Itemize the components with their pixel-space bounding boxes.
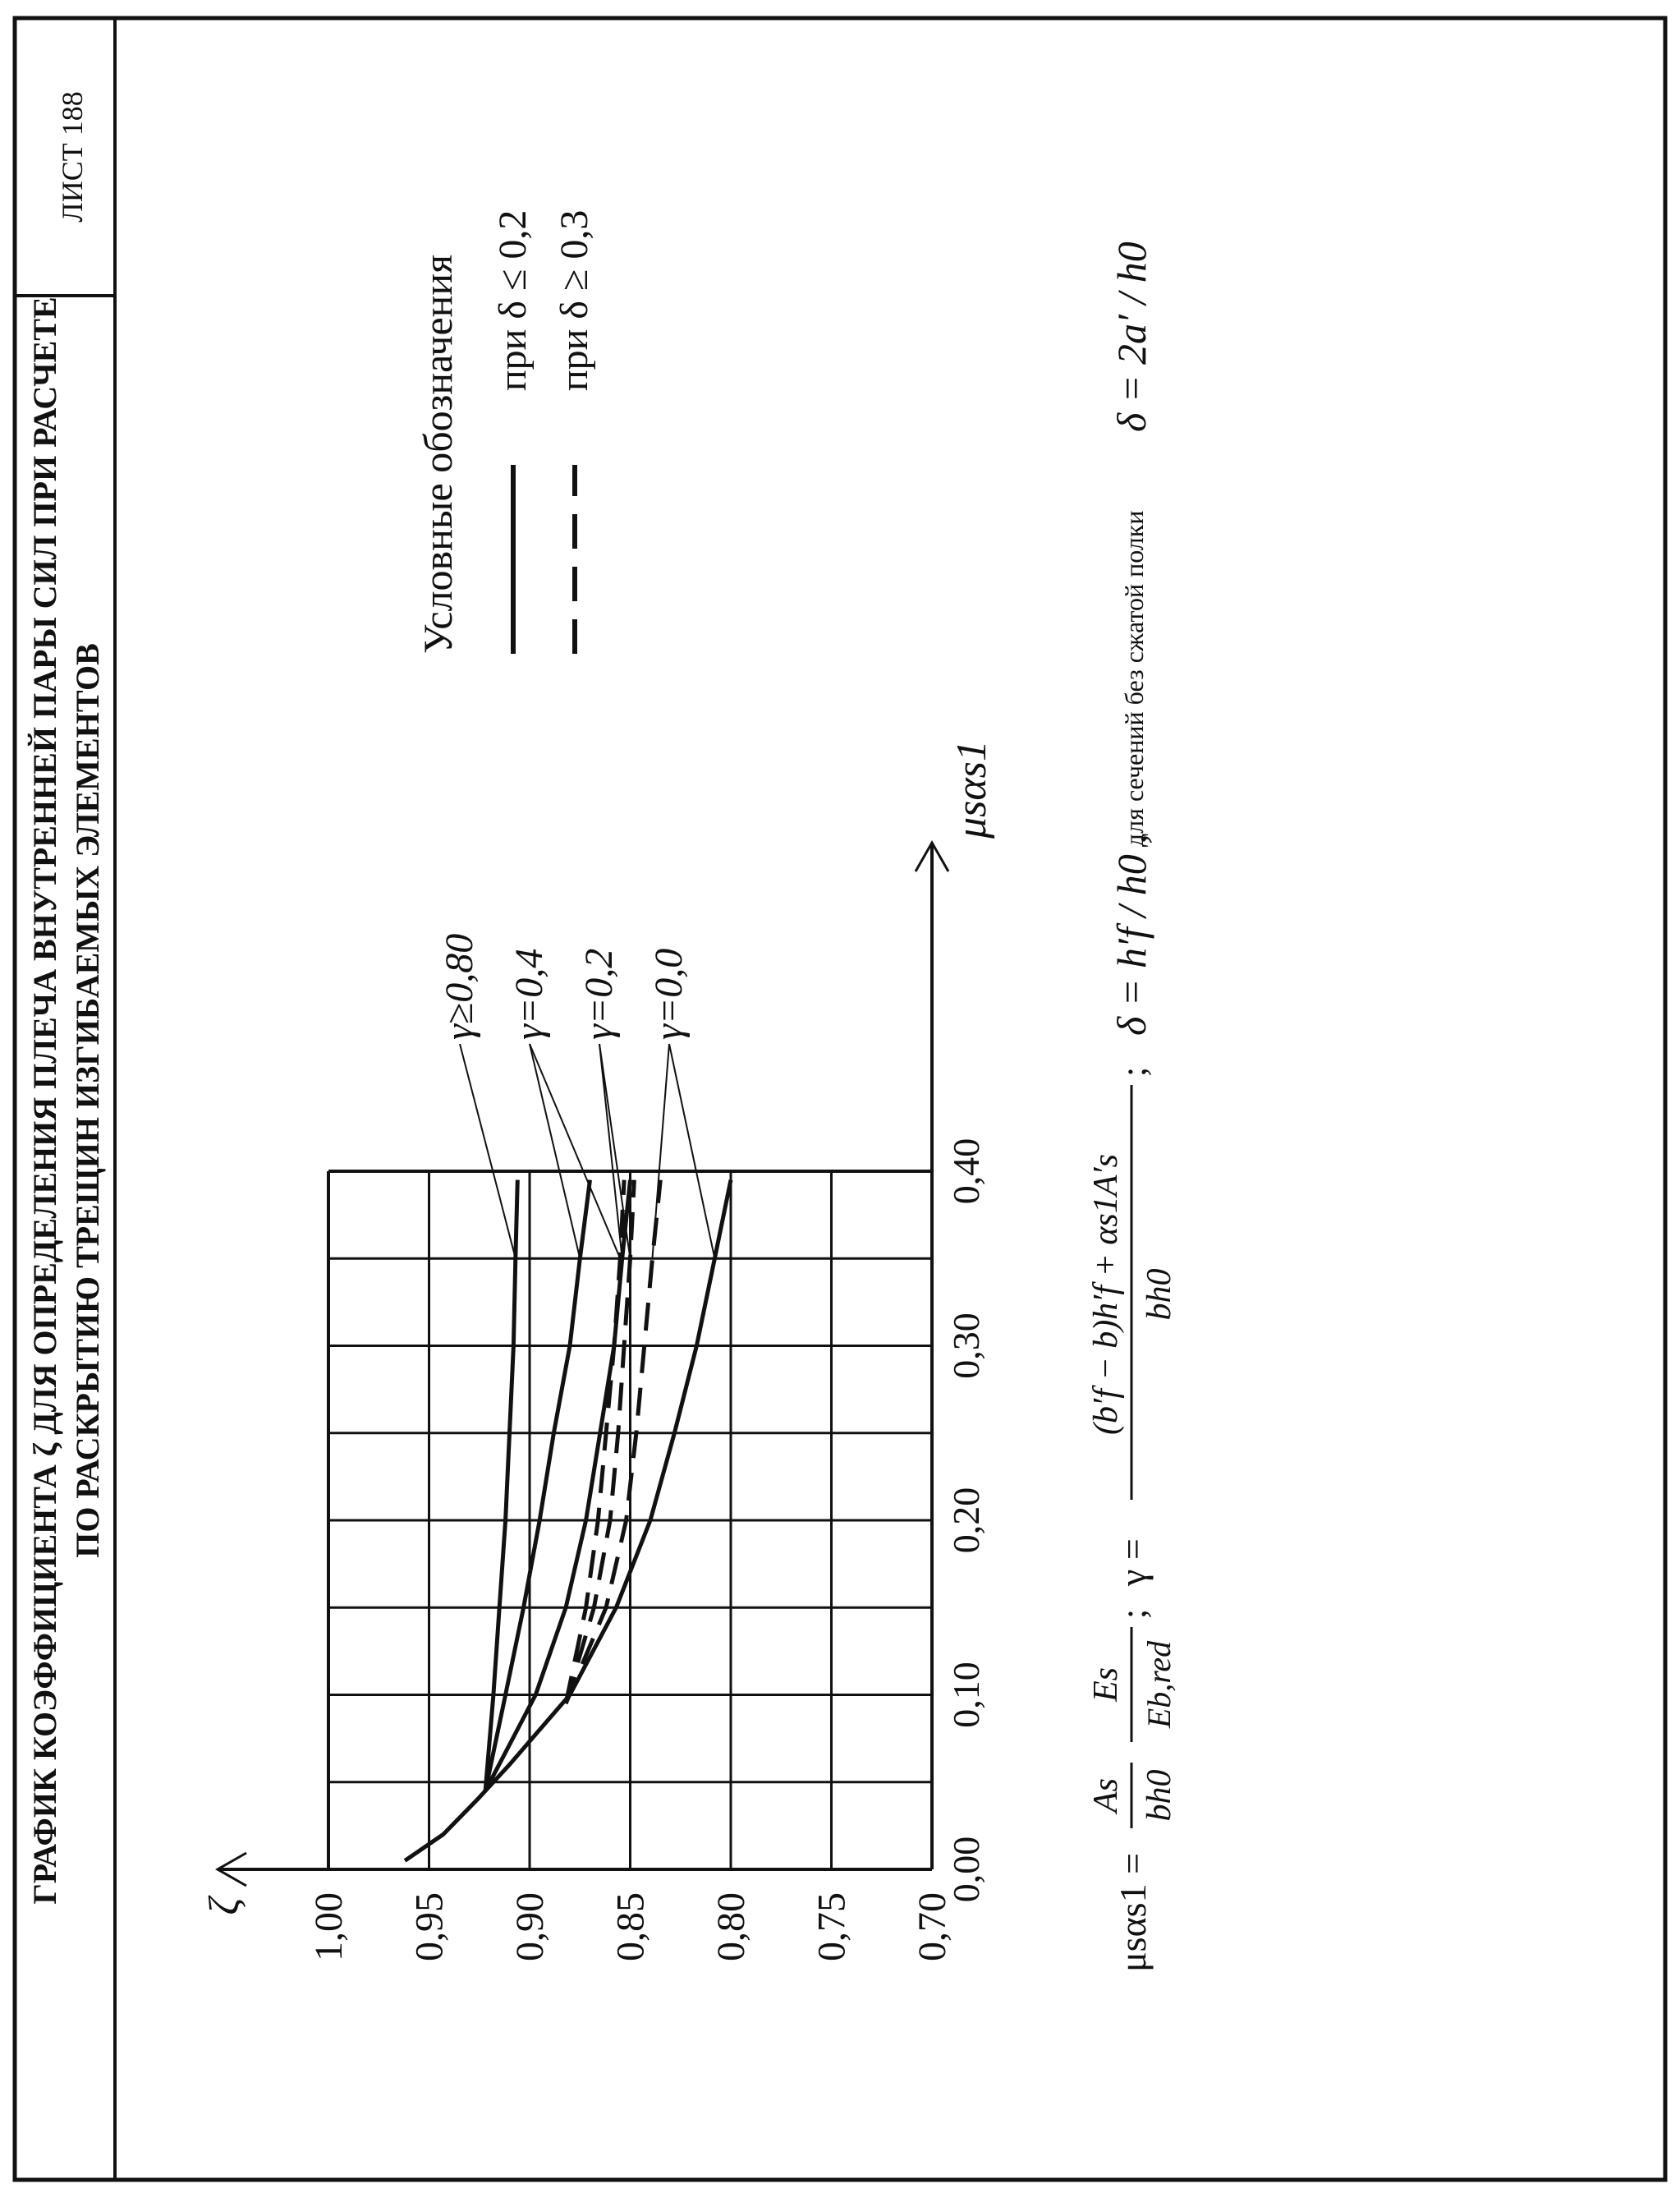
curve-label: γ≥0,80 xyxy=(438,933,481,1040)
y-tick-label: 1,00 xyxy=(307,1892,351,1961)
x-tick-label: 0,10 xyxy=(945,1662,987,1728)
y-tick-labels xyxy=(307,1892,954,1961)
x-tick-label: 0,30 xyxy=(945,1312,987,1379)
title-line-2: ПО РАСКРЫТИЮ ТРЕЩИН ИЗГИБАЕМЫХ ЭЛЕМЕНТОВ xyxy=(69,643,106,1558)
gamma-separator: ; xyxy=(1113,1066,1154,1077)
curve--0-80-0-2 xyxy=(485,1180,517,1791)
y-tick-label: 0,95 xyxy=(407,1892,452,1961)
mu-frac1-num: As xyxy=(1087,1778,1125,1813)
mu-frac2-num: Es xyxy=(1087,1667,1125,1702)
curve-label-leader xyxy=(599,1044,622,1258)
curve-label: γ=0,4 xyxy=(507,948,551,1040)
delta-noflange: δ = 2a′ / h0 xyxy=(1109,241,1154,432)
outer-border xyxy=(15,18,1665,2180)
mu-separator: ; xyxy=(1113,1608,1154,1619)
gamma-lhs: γ = xyxy=(1112,1538,1154,1586)
y-axis-label: ζ xyxy=(201,1897,248,1915)
curve-label-leader xyxy=(652,1044,669,1258)
delta-flange: δ = h′f / h0 , xyxy=(1109,834,1154,1036)
title-line-1: ГРАФИК КОЭФФИЦИЕНТА ζ ДЛЯ ОПРЕДЕЛЕНИЯ ПЛЕЧА ВНУТРЕННЕЙ ПАРЫ СИЛ ПРИ РАСЧЕТЕ xyxy=(26,297,63,1905)
x-axis-label: μsαs1 xyxy=(948,740,995,839)
y-tick-label: 0,90 xyxy=(508,1892,552,1961)
curve-labels xyxy=(438,934,714,1259)
legend-title: Условные обозначения xyxy=(415,254,461,654)
y-tick-label: 0,70 xyxy=(911,1892,954,1961)
mu-frac1-den: bh0 xyxy=(1141,1769,1178,1822)
rotated-content xyxy=(26,91,1178,1972)
x-tick-label: 0,00 xyxy=(945,1836,987,1903)
curve-label-leader xyxy=(460,1044,516,1258)
curve-label-leader xyxy=(530,1044,580,1258)
legend-solid-label: при δ ≤ 0,2 xyxy=(491,209,535,391)
gamma-den: bh0 xyxy=(1141,1268,1178,1321)
y-tick-label: 0,85 xyxy=(608,1892,653,1961)
curve-label-leader xyxy=(599,1044,631,1258)
curve-label-leader xyxy=(669,1044,714,1258)
legend-dashed-label: при δ ≥ 0,3 xyxy=(553,209,596,391)
sheet-number: ЛИСТ 188 xyxy=(56,91,89,223)
gamma-num: (b′f − b)h′f + αs1A′s xyxy=(1087,1154,1125,1435)
mu-frac2-den: Eb,red xyxy=(1141,1640,1177,1729)
x-tick-label: 0,20 xyxy=(945,1487,987,1554)
delta-note: для сечений без сжатой полки xyxy=(1119,510,1149,847)
x-tick-label: 0,40 xyxy=(945,1138,987,1205)
x-tick-labels xyxy=(945,1138,987,1903)
mu-lhs: μsαs1 = xyxy=(1112,1852,1154,1972)
y-tick-label: 0,80 xyxy=(709,1892,753,1961)
curve-label: γ=0,0 xyxy=(647,948,691,1040)
legend xyxy=(415,210,596,654)
y-tick-label: 0,75 xyxy=(810,1892,854,1961)
curve-label: γ=0,2 xyxy=(577,948,621,1040)
formulas xyxy=(1087,241,1178,1972)
curve--0-4-0-2 xyxy=(485,1180,590,1791)
curve-label-leader xyxy=(530,1044,620,1258)
